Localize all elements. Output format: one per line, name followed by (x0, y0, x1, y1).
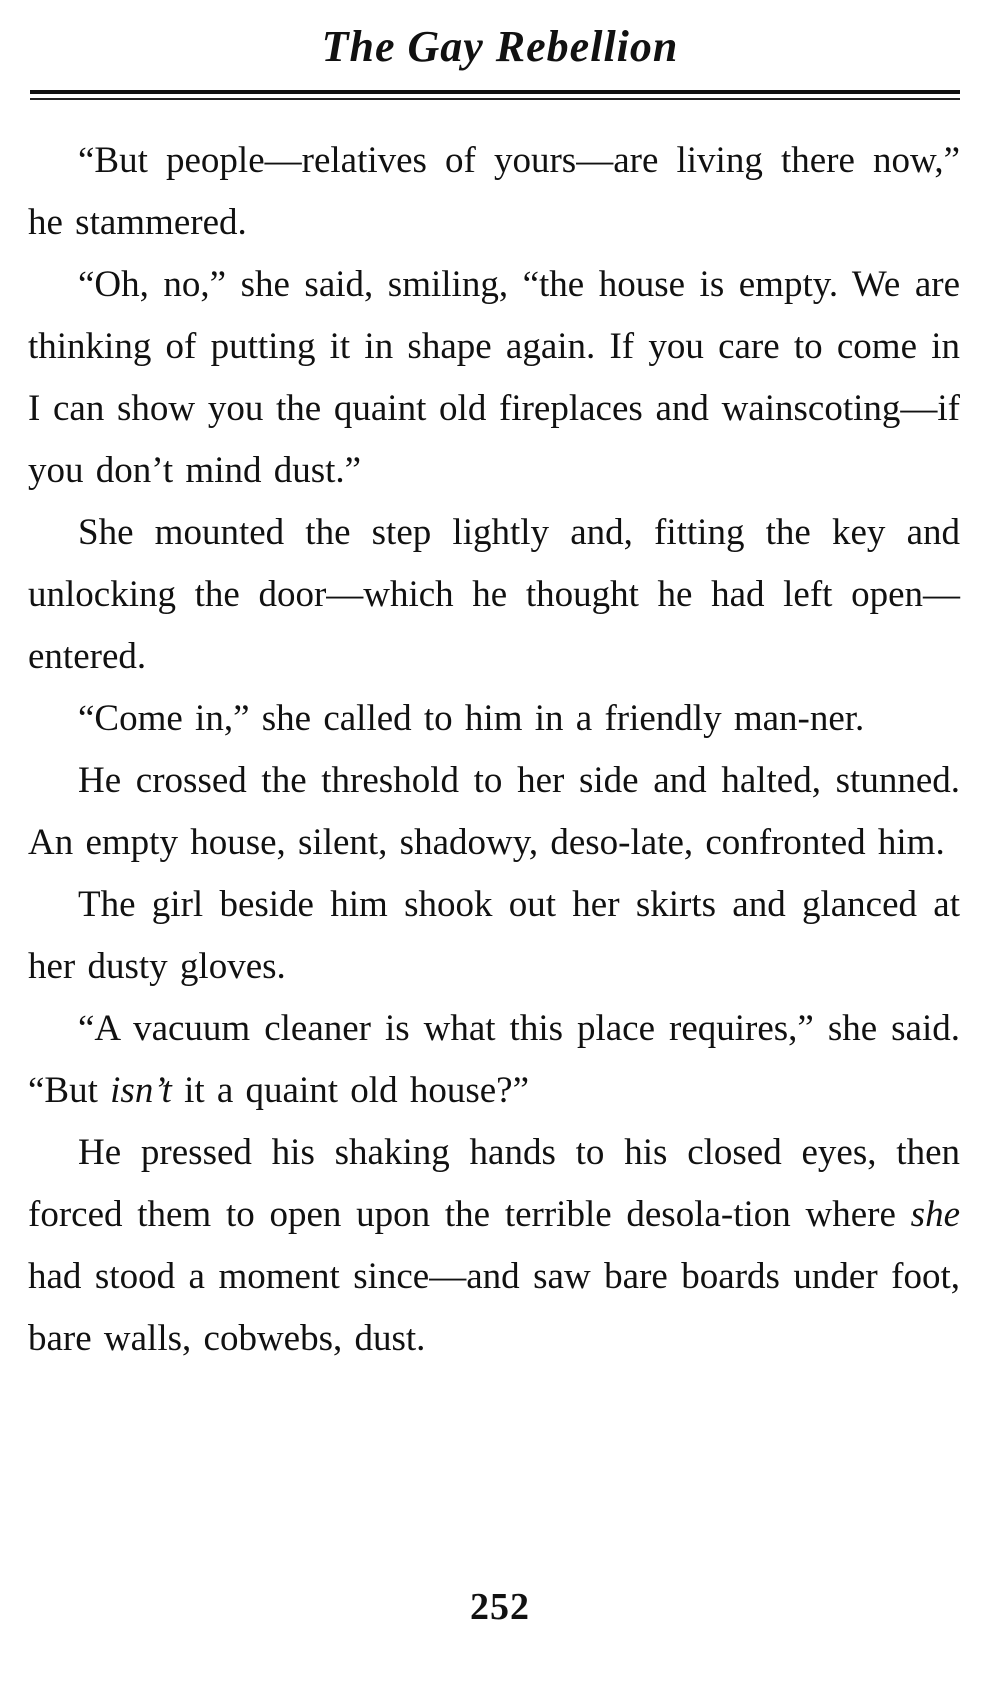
emphasized-word: she (910, 1194, 960, 1235)
paragraph-text: He crossed the threshold to her side and halted, stunned. An empty house, silent, shadowy, deso-late, confronted him. (28, 760, 960, 863)
paragraph (28, 254, 960, 502)
paragraph-text: “Oh, no,” she said, smiling, “the house is empty. We are thinking of putting it in shape again. If you care to come in I can show you the quaint old fireplaces and wainscoting—if you don’t mind dust.” (28, 264, 960, 491)
paragraph-text: He pressed his shaking hands to his closed eyes, then forced them to open upon the terrible desola-tion where (28, 1132, 960, 1235)
paragraph (28, 130, 960, 254)
paragraph (28, 1122, 960, 1370)
paragraph-text: The girl beside him shook out her skirts and glanced at her dusty gloves. (28, 884, 960, 987)
paragraph-text: She mounted the step lightly and, fitting the key and unlocking the door—which he thought he had left open—entered. (28, 512, 960, 677)
running-head: The Gay Rebellion (321, 22, 679, 71)
header-rule-thin (30, 98, 960, 100)
paragraph-text: had stood a moment since—and saw bare boards under foot, bare walls, cobwebs, dust. (28, 1256, 960, 1359)
paragraph (28, 874, 960, 998)
paragraph-text: “Come in,” she called to him in a friendly man-ner. (78, 698, 865, 739)
paragraph (28, 750, 960, 874)
page-number: 252 (470, 1586, 530, 1628)
paragraph-text: it a quaint old house?” (171, 1070, 529, 1111)
paragraph-text: “But people—relatives of yours—are living there now,” he stammered. (28, 140, 960, 243)
paragraph (28, 502, 960, 688)
emphasized-word: isn’t (110, 1070, 172, 1111)
paragraph (28, 998, 960, 1122)
paragraph (28, 688, 960, 750)
body-text (28, 130, 960, 1370)
header-rule-thick (30, 90, 960, 94)
paragraph-text: “A vacuum cleaner is what this place requires,” she said. “But (28, 1008, 960, 1111)
